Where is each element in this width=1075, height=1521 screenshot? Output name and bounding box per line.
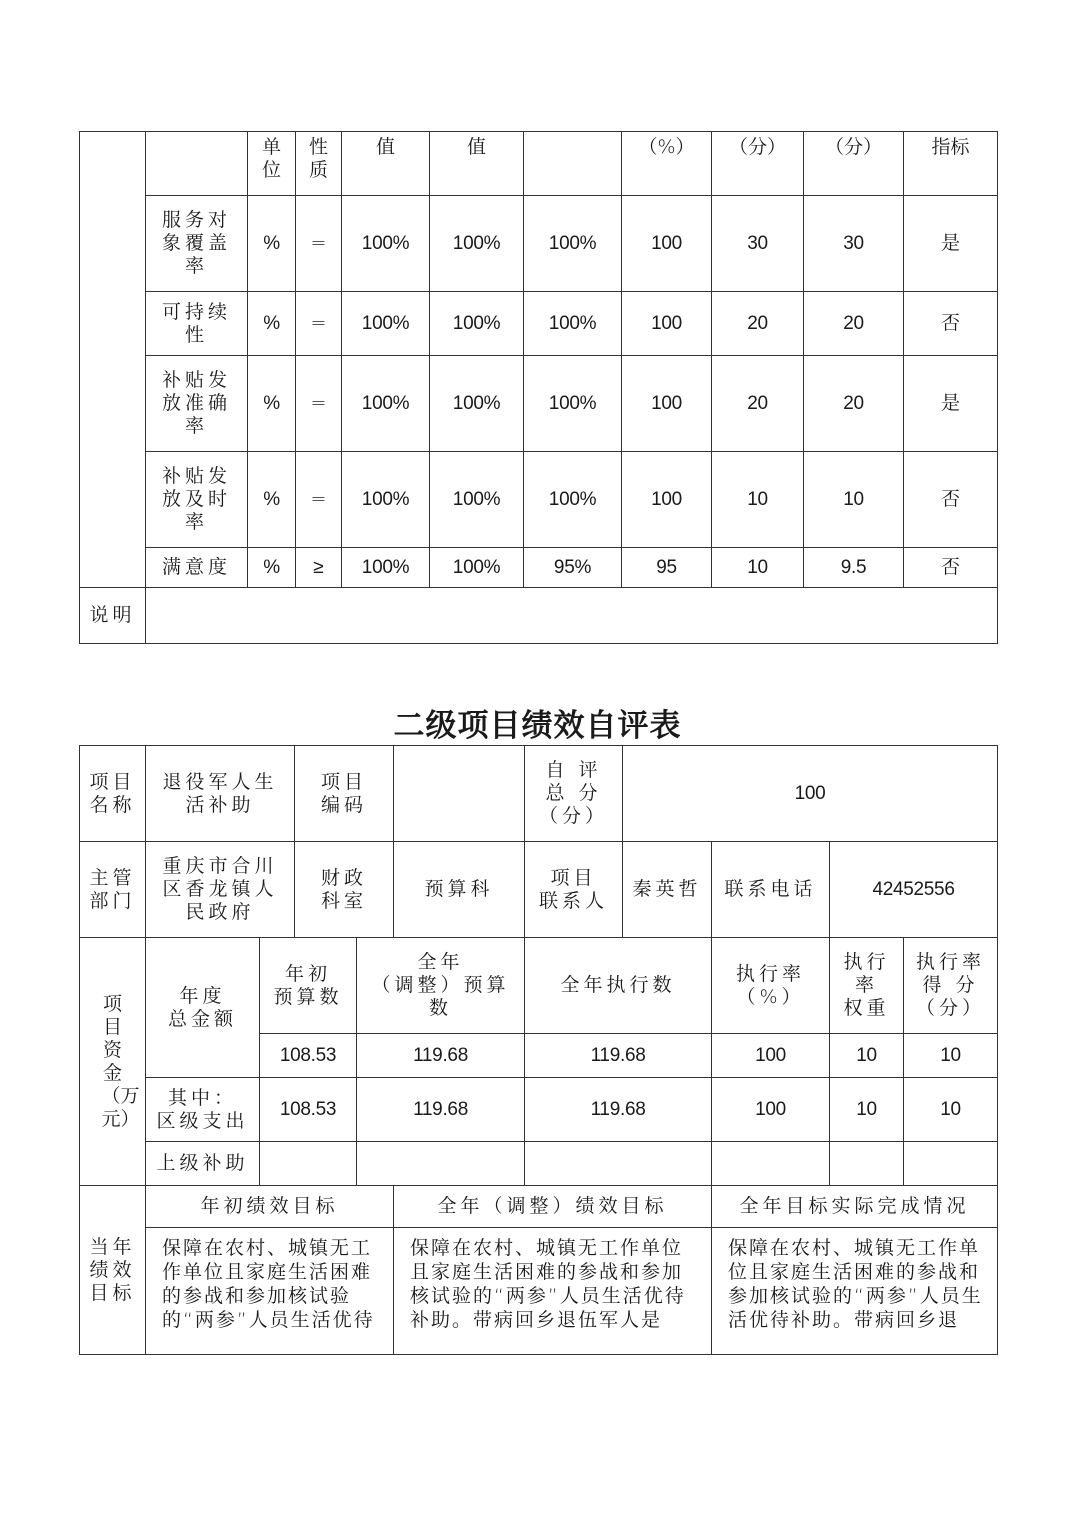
indicator-flag: 是 <box>904 196 998 292</box>
project-name: 退役军人生 活补助 <box>146 746 295 842</box>
note-row <box>80 588 998 644</box>
fund-section-text: 项目资金（万元） <box>101 992 140 1130</box>
project-code-label: 项目 编码 <box>295 746 394 842</box>
phone-label: 联系电话 <box>712 842 830 938</box>
indicator-unit: % <box>248 196 296 292</box>
goal-adjusted-header: 全年（调整）绩效目标 <box>394 1186 712 1228</box>
note-label: 说明 <box>80 588 146 644</box>
fund-value: 119.68 <box>357 1034 525 1078</box>
fund-score-header: 执行率 得 分 （分） <box>904 938 998 1034</box>
contact-name: 秦英哲 <box>623 842 712 938</box>
indicator-value: 100% <box>524 356 622 452</box>
fund-total-header: 年度 总金额 <box>146 938 260 1078</box>
indicator-nature: ≥ <box>296 548 342 588</box>
goal-actual-text: 保障在农村、城镇无工作单位且家庭生活困难的参战和参加核试验的“两参”人员生活优待补助。带病回乡退 <box>712 1228 998 1355</box>
finance-office: 预算科 <box>394 842 525 938</box>
goal-initial-text: 保障在农村、城镇无工作单位且家庭生活困难的参战和参加核试验的“两参”人员生活优待 <box>146 1228 394 1355</box>
indicator-unit: % <box>248 548 296 588</box>
indicator-value: 95% <box>524 548 622 588</box>
fund-value: 10 <box>904 1078 998 1142</box>
indicator-value: 100% <box>430 452 524 548</box>
indicator-value: 100% <box>342 356 430 452</box>
indicator-value: 100% <box>524 196 622 292</box>
indicator-value: 100% <box>524 452 622 548</box>
indicator-name: 补贴发 放准确 率 <box>146 356 248 452</box>
department-label: 主管 部门 <box>80 842 146 938</box>
indicator-unit: % <box>248 452 296 548</box>
indicator-value: 100% <box>524 292 622 356</box>
indicator-nature: = <box>296 292 342 356</box>
indicator-row <box>80 356 998 452</box>
goal-label: 当年 绩效 目标 <box>80 1186 146 1355</box>
header-score-1: （分） <box>712 132 804 196</box>
fund-rate-header: 执行率 （%） <box>712 938 830 1034</box>
indicator-value: 100% <box>430 292 524 356</box>
indicator-weight: 10 <box>712 548 804 588</box>
fund-value: 100 <box>712 1034 830 1078</box>
fund-upper-row <box>80 1142 998 1186</box>
indicator-rate: 100 <box>622 452 712 548</box>
indicator-score: 20 <box>804 292 904 356</box>
indicator-weight: 20 <box>712 356 804 452</box>
indicator-flag: 否 <box>904 292 998 356</box>
fund-value: 119.68 <box>357 1078 525 1142</box>
fund-value: 100 <box>712 1078 830 1142</box>
fund-header-row <box>80 938 998 1034</box>
indicator-name: 满意度 <box>146 548 248 588</box>
indicator-weight: 20 <box>712 292 804 356</box>
fund-value <box>260 1142 357 1186</box>
department-name: 重庆市合川 区香龙镇人 民政府 <box>146 842 295 938</box>
goal-header-row <box>80 1186 998 1228</box>
project-code <box>394 746 525 842</box>
fund-value: 10 <box>904 1034 998 1078</box>
indicator-unit: % <box>248 356 296 452</box>
goal-initial-header: 年初绩效目标 <box>146 1186 394 1228</box>
goal-actual-header: 全年目标实际完成情况 <box>712 1186 998 1228</box>
evaluation-table <box>79 745 998 1355</box>
indicator-rate: 100 <box>622 292 712 356</box>
fund-value <box>357 1142 525 1186</box>
self-score: 100 <box>623 746 998 842</box>
self-score-label: 自 评 总 分 （分） <box>525 746 623 842</box>
indicator-header-row <box>80 132 998 196</box>
indicator-nature: = <box>296 452 342 548</box>
indicator-value: 100% <box>342 292 430 356</box>
header-value-2: 值 <box>430 132 524 196</box>
indicator-unit: % <box>248 292 296 356</box>
indicator-row <box>80 196 998 292</box>
indicator-value: 100% <box>342 452 430 548</box>
indicator-row <box>80 452 998 548</box>
contact-label: 项目 联系人 <box>525 842 623 938</box>
indicator-table <box>79 131 998 644</box>
indicator-rate: 100 <box>622 196 712 292</box>
fund-district-label: 其中： 区级支出 <box>146 1078 260 1142</box>
indicator-row <box>80 292 998 356</box>
indicator-flag: 是 <box>904 356 998 452</box>
header-value-1: 值 <box>342 132 430 196</box>
finance-office-label: 财政 科室 <box>295 842 394 938</box>
indicator-name: 服务对 象覆盖 率 <box>146 196 248 292</box>
indicator-name: 补贴发 放及时 率 <box>146 452 248 548</box>
indicator-weight: 30 <box>712 196 804 292</box>
indicator-score: 10 <box>804 452 904 548</box>
fund-adjusted-header: 全年 （调整）预算 数 <box>357 938 525 1034</box>
header-cell <box>524 132 622 196</box>
indicator-value: 100% <box>430 548 524 588</box>
project-name-label: 项目 名称 <box>80 746 146 842</box>
note-value <box>146 588 998 644</box>
header-nature: 性 质 <box>296 132 342 196</box>
header-cell <box>146 132 248 196</box>
project-info-row <box>80 746 998 842</box>
fund-value <box>712 1142 830 1186</box>
indicator-flag: 否 <box>904 452 998 548</box>
fund-district-row <box>80 1078 998 1142</box>
fund-executed-header: 全年执行数 <box>525 938 712 1034</box>
fund-weight-header: 执行 率 权重 <box>830 938 904 1034</box>
indicator-score: 30 <box>804 196 904 292</box>
indicator-weight: 10 <box>712 452 804 548</box>
department-row <box>80 842 998 938</box>
indicator-value: 100% <box>430 196 524 292</box>
indicator-name: 可持续 性 <box>146 292 248 356</box>
indicator-flag: 否 <box>904 548 998 588</box>
fund-value: 108.53 <box>260 1034 357 1078</box>
indicator-score: 9.5 <box>804 548 904 588</box>
page-title: 二级项目绩效自评表 <box>393 708 682 744</box>
fund-section-label <box>80 938 146 1186</box>
fund-value: 119.68 <box>525 1034 712 1078</box>
fund-value: 10 <box>830 1078 904 1142</box>
indicator-nature: = <box>296 356 342 452</box>
fund-value: 108.53 <box>260 1078 357 1142</box>
fund-value <box>904 1142 998 1186</box>
fund-value <box>525 1142 712 1186</box>
indicator-rate: 100 <box>622 356 712 452</box>
fund-value: 119.68 <box>525 1078 712 1142</box>
header-percent: （%） <box>622 132 712 196</box>
header-score-2: （分） <box>804 132 904 196</box>
header-unit: 单 位 <box>248 132 296 196</box>
indicator-value: 100% <box>342 548 430 588</box>
fund-value: 10 <box>830 1034 904 1078</box>
fund-upper-label: 上级补助 <box>146 1142 260 1186</box>
header-indicator: 指标 <box>904 132 998 196</box>
indicator-nature: = <box>296 196 342 292</box>
fund-initial-header: 年初 预算数 <box>260 938 357 1034</box>
indicator-value: 100% <box>342 196 430 292</box>
indicator-rate: 95 <box>622 548 712 588</box>
phone-number: 42452556 <box>830 842 998 938</box>
goal-text-row <box>80 1228 998 1355</box>
indicator-value: 100% <box>430 356 524 452</box>
indicator-score: 20 <box>804 356 904 452</box>
goal-adjusted-text: 保障在农村、城镇无工作单位且家庭生活困难的参战和参加核试验的“两参”人员生活优待补助。带病回乡退伍军人是 <box>394 1228 712 1355</box>
indicator-row <box>80 548 998 588</box>
section-label-cell <box>80 132 146 588</box>
fund-value <box>830 1142 904 1186</box>
